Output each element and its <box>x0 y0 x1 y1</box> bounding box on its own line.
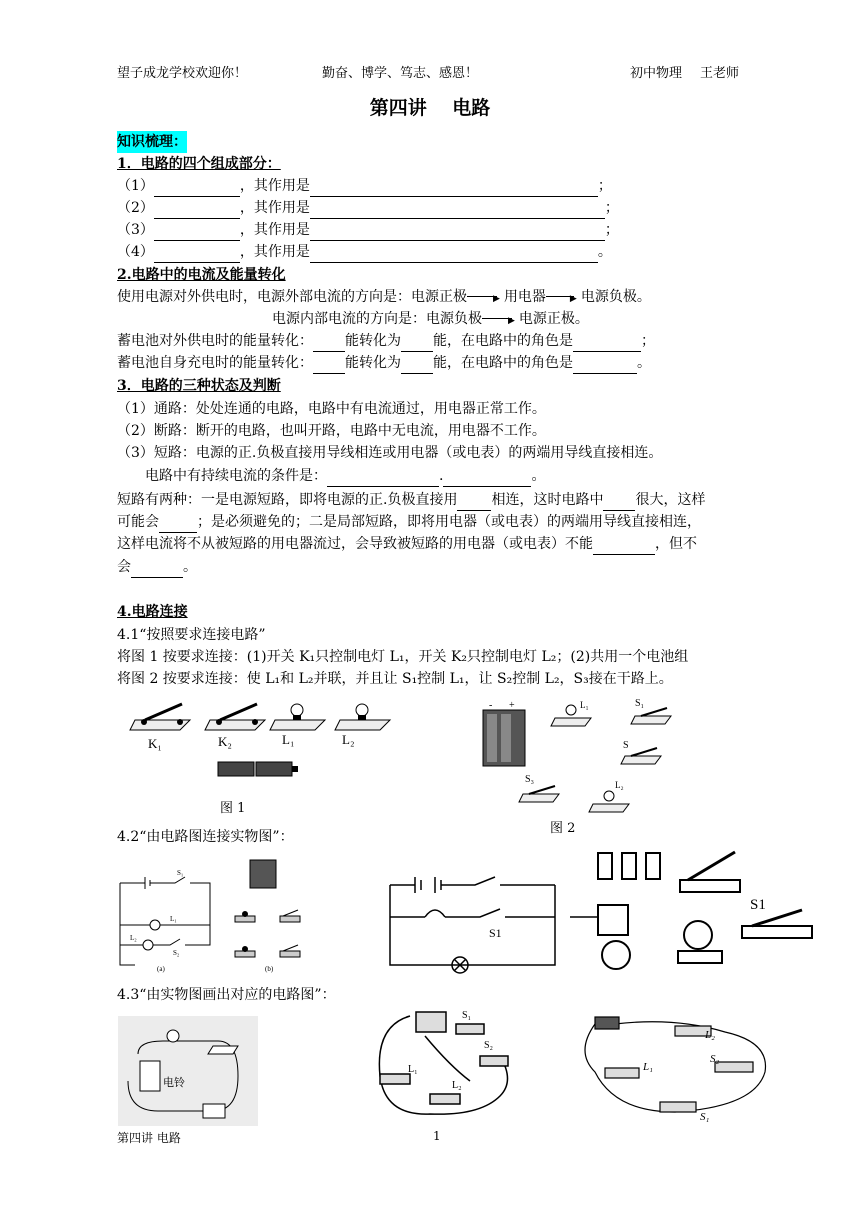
bell-circuit-figure <box>118 1016 258 1126</box>
bulb-icon <box>235 911 255 922</box>
header-teacher: 王老师 <box>700 66 740 81</box>
s4-requirement-2: 将图 2 按要求连接：使 L₁和 L₂并联，并且让 S₁控制 L₁，让 S₂控制 L₂，S₃接在干路上。 <box>117 671 673 687</box>
header-subject: 初中物理 <box>630 66 683 81</box>
fig1-label-l2: L₂ <box>342 732 355 747</box>
figure-1-components <box>130 698 460 793</box>
parallel-circuit-figure <box>370 1006 520 1126</box>
real-components <box>590 845 830 975</box>
circuit-a <box>120 877 210 965</box>
section-3-heading: 3．电路的三种状态及判断 <box>117 378 281 394</box>
s2-line-4: 蓄电池自身充电时的能量转化： 能转化为 能，在电路中的角色是 。 <box>117 352 651 374</box>
svg-text:(a): (a) <box>157 965 165 973</box>
s3-paragraph-line-4: 会 。 <box>117 556 197 578</box>
fig2-label-s: S <box>623 740 629 751</box>
svg-text:S₂: S₂ <box>484 1040 494 1051</box>
svg-text:L₂: L₂ <box>452 1080 462 1091</box>
svg-text:S₁: S₁ <box>177 869 184 877</box>
switch-icon <box>280 910 300 922</box>
battery-icon <box>598 853 660 879</box>
s2-line-3: 蓄电池对外供电时的能量转化： 能转化为 能，在电路中的角色是 ； <box>117 330 655 352</box>
battery-pack-icon <box>218 762 298 776</box>
switch-icon <box>519 786 559 802</box>
s4-requirement-1: 将图 1 按要求连接：(1)开关 K₁只控制电灯 L₁，开关 K₂只控制电灯 L₂；(2)共用一个电池组 <box>117 649 689 665</box>
s3-state-1: （1）通路：处处连通的电路，电路中有电流通过，用电器正常工作。 <box>117 401 546 417</box>
fig2-label-l2: L₂ <box>615 780 624 790</box>
svg-text:(b): (b) <box>265 965 274 973</box>
bell-label: 电铃 <box>163 1077 185 1089</box>
s1-item-1: （1） ，其作用是 ； <box>117 175 612 197</box>
page-number: 1 <box>433 1129 441 1143</box>
svg-text:L₁: L₁ <box>170 915 177 923</box>
figure-2-components <box>475 696 675 816</box>
switch-k1-icon <box>130 704 190 730</box>
bulb-icon <box>589 791 629 812</box>
svg-text:S₁: S₁ <box>700 1111 710 1123</box>
knowledge-label: 知识梳理： <box>117 131 187 153</box>
svg-text:S₂: S₂ <box>710 1053 720 1065</box>
label-s1-large: S1 <box>750 897 766 913</box>
s3-paragraph-line-2: 可能会 ；是必须避免的；二是局部短路，即将用电器（或电表）的两端用导线直接相连， <box>117 511 701 533</box>
svg-text:S₂: S₂ <box>173 949 180 957</box>
s2-line-2: 电源内部电流的方向是：电源负极 ▶ 电源正极。 <box>272 311 589 327</box>
s4-sub-1: 4.1“按照要求连接电路” <box>117 627 266 643</box>
fig2-label-l1: L₁ <box>580 700 589 710</box>
s3-paragraph-line-1: 短路有两种：一是电源短路，即将电源的正.负极直接用 相连，这时电路中 很大，这样 <box>117 489 705 511</box>
bulb-l1-icon <box>270 704 325 730</box>
circuit-diagram-a-b <box>115 855 315 975</box>
s3-state-2: （2）断路：断开的电路，也叫开路，电路中无电流，用电器不工作。 <box>117 423 546 439</box>
switch-icon <box>680 852 740 892</box>
s1-item-2: （2） ，其作用是 ； <box>117 197 619 219</box>
s3-condition: 电路中有持续电流的条件是： . 。 <box>145 465 545 487</box>
label-s1: S1 <box>489 926 502 940</box>
switch-icon <box>280 945 300 957</box>
switch-k2-icon <box>205 704 265 730</box>
s3-paragraph-line-3: 这样电流将不从被短路的用电器流过，会导致被短路的用电器（或电表）不能 ，但不 <box>117 533 697 555</box>
fig2-label-s3: S₃ <box>525 774 535 785</box>
svg-text:L₂: L₂ <box>705 1029 715 1041</box>
section-4-heading: 4.电路连接 <box>117 604 188 620</box>
section-2-heading: 2.电路中的电流及能量转化 <box>117 267 286 283</box>
fig1-label-k2: K₂ <box>218 734 232 749</box>
battery-icon <box>483 700 525 766</box>
fig1-label-k1: K₁ <box>148 736 162 751</box>
battery-icon <box>250 860 276 888</box>
footer-title: 第四讲 电路 <box>117 1131 181 1145</box>
s2-line-1: 使用电源对外供电时，电源外部电流的方向是：电源正极 ▶ 用电器 ▶ 电源负极。 <box>117 289 651 305</box>
svg-text:-: - <box>489 700 493 711</box>
series-parallel-figure <box>575 1012 775 1127</box>
bulb-icon <box>235 946 255 957</box>
fig1-label-l1: L₁ <box>282 732 295 747</box>
figure-2-caption: 图 2 <box>550 821 576 836</box>
section-1-heading: 1．电路的四个组成部分： <box>117 156 281 172</box>
bulb-l2-icon <box>335 704 390 730</box>
s1-item-3: （3） ，其作用是 ； <box>117 219 619 241</box>
bell-icon <box>598 905 630 969</box>
s4-sub-3: 4.3“由实物图画出对应的电路图”： <box>117 987 336 1003</box>
svg-text:L₁: L₁ <box>643 1061 653 1073</box>
bulb-icon <box>678 921 722 963</box>
header-school: 望子成龙学校欢迎你！ <box>117 66 248 81</box>
page-title: 第四讲 电路 <box>369 97 491 119</box>
s1-item-4: （4） ，其作用是 。 <box>117 241 612 263</box>
fig2-label-s1: S₁ <box>635 698 645 709</box>
header-motto: 勤奋、博学、笃志、感恩！ <box>322 66 479 81</box>
s4-sub-2: 4.2“由电路图连接实物图”： <box>117 829 294 845</box>
svg-text:S₁: S₁ <box>462 1010 472 1021</box>
switch-icon <box>631 708 671 724</box>
figure-1-caption: 图 1 <box>220 801 246 816</box>
svg-text:L₂: L₂ <box>130 934 137 942</box>
switch-icon <box>742 910 812 938</box>
svg-text:+: + <box>509 700 515 711</box>
s3-state-3: （3）短路：电源的正.负极直接用导线相连或用电器（或电表）的两端用导线直接相连。 <box>117 445 663 461</box>
svg-text:L₁: L₁ <box>408 1064 418 1075</box>
